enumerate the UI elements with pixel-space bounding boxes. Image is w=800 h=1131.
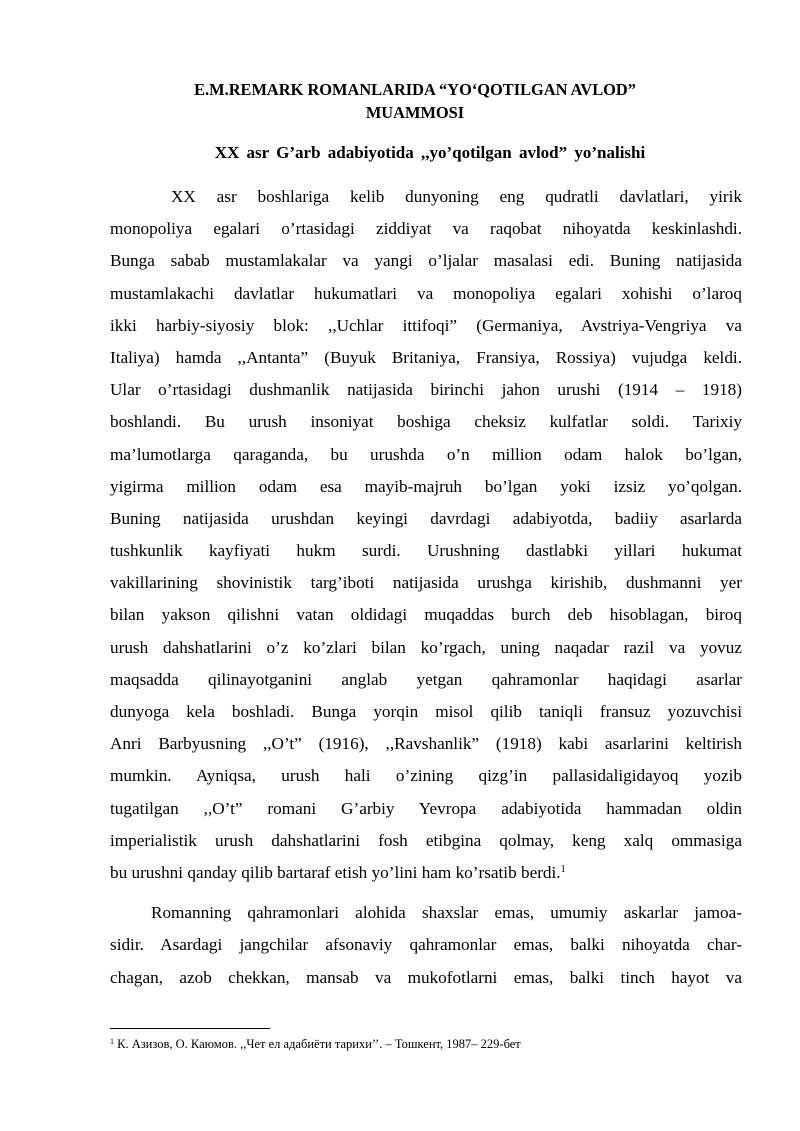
line-text: ikki harbiy-siyosiy blok: ,,Uchlar ittifoqi” (Germaniya, Avstriya-Vengriya va bbox=[110, 315, 742, 335]
line-text: yigirma million odam esa mayib-majruh bo’lgan yoki izsiz yo’qolgan. bbox=[110, 476, 742, 496]
text-line bbox=[110, 664, 742, 696]
line-text: XX asr boshlariga kelib dunyoning eng qudratli davlatlari, yirik bbox=[171, 187, 742, 206]
text-line bbox=[110, 535, 742, 567]
line-text: chagan, azob chekkan, mansab va mukofotlarni emas, balki tinch hayot va bbox=[110, 967, 742, 987]
body-text bbox=[110, 181, 742, 994]
text-line bbox=[110, 857, 742, 889]
line-text: Buning natijasida urushdan keyingi davrdagi adabiyotda, badiiy asarlarda bbox=[110, 508, 742, 528]
text-line bbox=[110, 471, 742, 503]
paragraph-1 bbox=[110, 181, 742, 889]
text-line bbox=[110, 278, 742, 310]
title-line-2: MUAMMOSI bbox=[365, 103, 465, 122]
line-text: ma’lumotlarga qaraganda, bu urushda o’n million odam halok bo’lgan, bbox=[110, 444, 742, 464]
paragraph-2 bbox=[110, 897, 742, 994]
line-text: Romanning qahramonlari alohida shaxslar emas, umumiy askarlar jamoa- bbox=[151, 903, 742, 923]
line-text: monopoliya egalari o’rtasidagi ziddiyat va raqobat nihoyatda keskinlashdi. bbox=[110, 219, 742, 239]
text-line bbox=[110, 599, 742, 631]
text-line bbox=[110, 897, 742, 929]
line-text: vakillarining shovinistik targ’iboti natijasida urushga kirishib, dushmanni yer bbox=[110, 573, 742, 593]
text-line bbox=[110, 342, 742, 374]
text-line bbox=[110, 793, 742, 825]
text-line bbox=[110, 825, 742, 857]
text-line bbox=[110, 374, 742, 406]
text-line bbox=[110, 181, 742, 213]
text-line bbox=[110, 213, 742, 245]
line-text: dunyoga kela boshladi. Bunga yorqin misol qilib taniqli fransuz yozuvchisi bbox=[110, 702, 742, 721]
line-text: Italiya) hamda ,,Antanta” (Buyuk Britaniya, Fransiya, Rossiya) vujudga keldi. bbox=[110, 347, 742, 367]
line-text: Anri Barbyusning ,,O’t” (1916), ,,Ravshanlik” (1918) kabi asarlarini keltirish bbox=[110, 734, 742, 754]
text-line bbox=[110, 962, 742, 994]
line-text: maqsadda qilinayotganini anglab yetgan qahramonlar haqidagi asarlar bbox=[110, 669, 742, 689]
title-line-1: E.M.REMARK ROMANLARIDA “YO‘QOTILGAN AVLOD” bbox=[194, 80, 636, 99]
line-text: Bunga sabab mustamlakalar va yangi o’ljalar masalasi edi. Buning natijasida bbox=[110, 251, 742, 271]
line-text: mustamlakachi davlatlar hukumatlari va monopoliya egalari xohishi o’laroq bbox=[110, 283, 742, 303]
footnote-reference: 1 bbox=[560, 863, 566, 875]
line-text: mumkin. Ayniqsa, urush hali o’zining qizg’in pallasidaligidayoq yozib bbox=[110, 766, 742, 786]
page-title bbox=[110, 78, 720, 124]
text-line bbox=[110, 567, 742, 599]
text-line bbox=[110, 929, 742, 961]
text-line bbox=[110, 406, 742, 438]
text-line bbox=[110, 245, 742, 277]
text-line bbox=[110, 632, 742, 664]
text-line bbox=[110, 503, 742, 535]
text-line bbox=[110, 728, 742, 760]
section-heading: XX asr G’arb adabiyotida ,,yo’qotilgan avlod” yo’nalishi bbox=[214, 143, 646, 162]
line-text: tugatilgan ,,O’t” romani G’arbiy Yevropa adabiyotida hammadan oldin bbox=[110, 798, 742, 818]
text-line bbox=[110, 696, 742, 728]
line-text: tushkunlik kayfiyati hukm surdi. Urushning dastlabki yillari hukumat bbox=[110, 541, 742, 561]
line-text: bilan yakson qilishni vatan oldidagi muqaddas burch deb hisoblagan, biroq bbox=[110, 605, 742, 625]
line-text: urush dahshatlarini o’z ko’zlari bilan ko’rgach, uning naqadar razil va yovuz bbox=[110, 637, 742, 657]
line-text: boshlandi. Bu urush insoniyat boshiga cheksiz kulfatlar soldi. Tarixiy bbox=[110, 412, 742, 432]
text-line bbox=[110, 439, 742, 471]
line-text: sidir. Asardagi jangchilar afsonaviy qahramonlar emas, balki nihoyatda char- bbox=[110, 935, 742, 955]
text-line bbox=[110, 310, 742, 342]
line-text: imperialistik urush dahshatlarini fosh etibgina qolmay, keng xalq ommasiga bbox=[110, 830, 742, 850]
line-text: bu urushni qanday qilib bartaraf etish yo’lini ham ko’rsatib berdi. bbox=[110, 862, 561, 882]
footnote-number: 1 bbox=[110, 1037, 114, 1046]
footnote-text: К. Азизов, О. Каюмов. ,,Чет ел адабиёти тарихи’’. – Тошкент, 1987– 229-бет bbox=[117, 1037, 521, 1051]
text-line bbox=[110, 760, 742, 792]
line-text: Ular o’rtasidagi dushmanlik natijasida birinchi jahon urushi (1914 – 1918) bbox=[110, 380, 742, 400]
footnote bbox=[110, 1036, 521, 1052]
footnote-divider bbox=[110, 1028, 270, 1029]
